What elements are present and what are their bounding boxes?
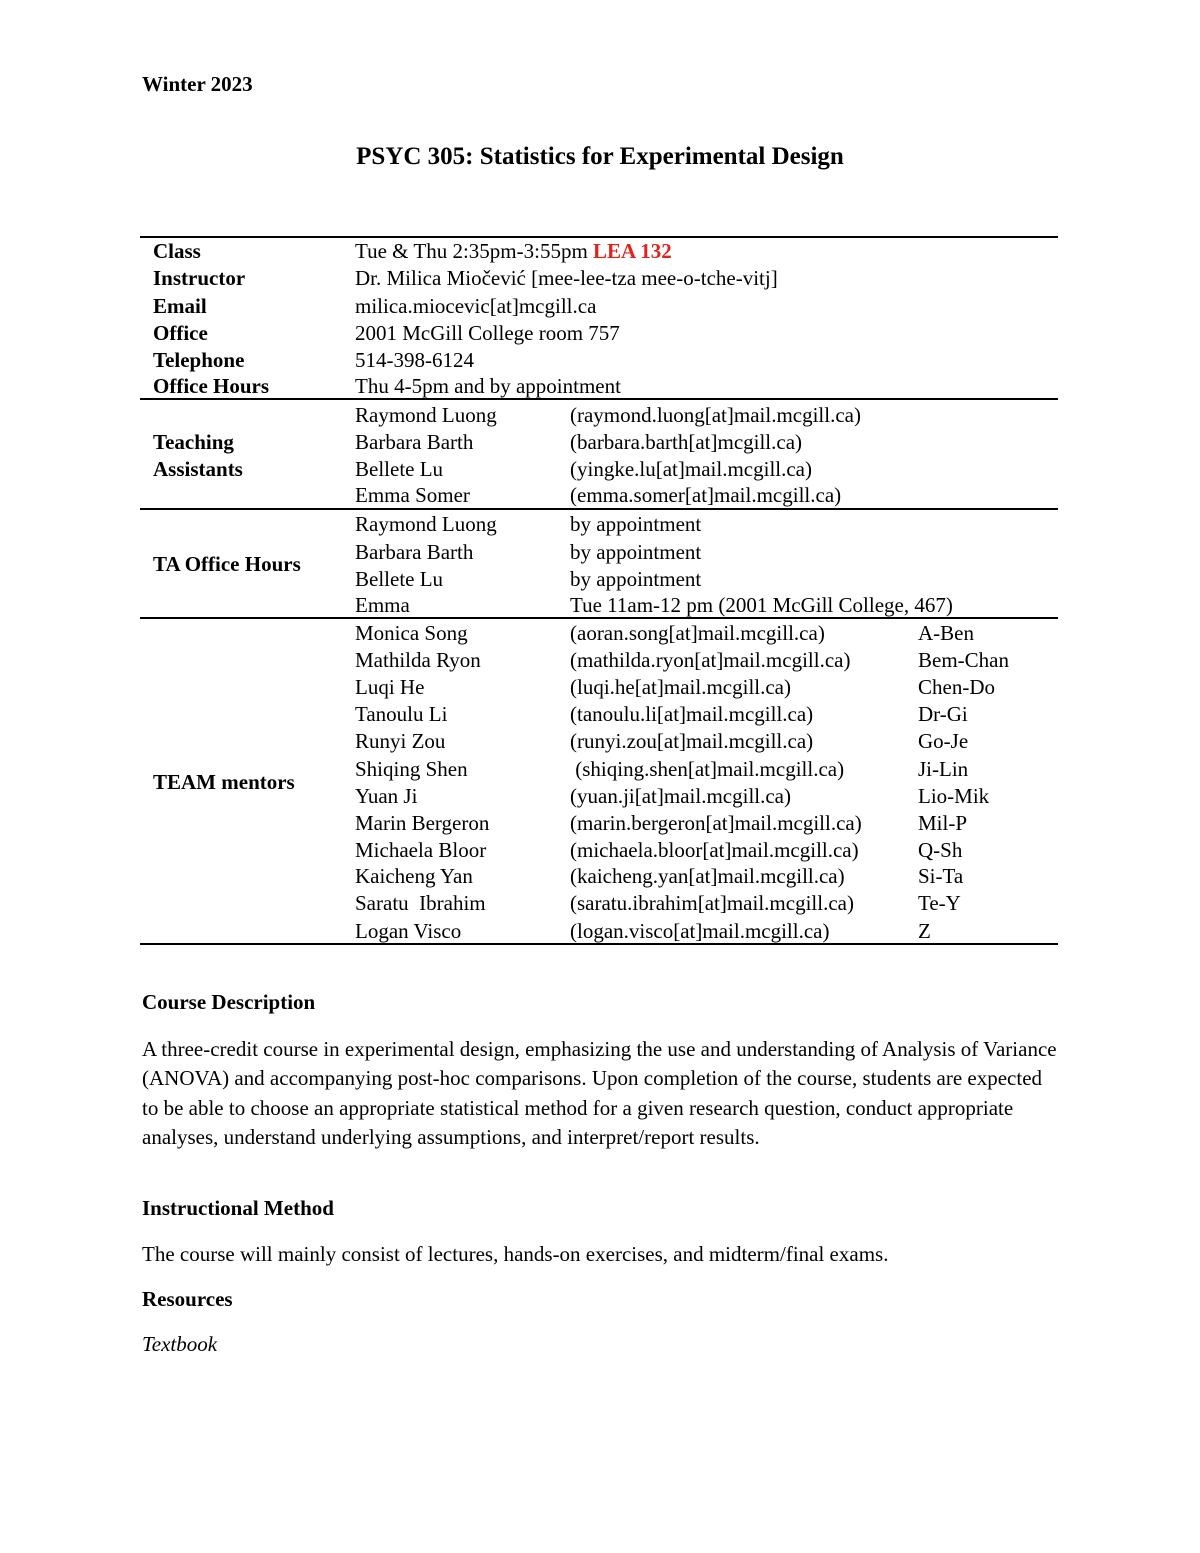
ta-hours-value: by appointment <box>570 567 702 591</box>
info-row-email <box>0 293 1200 320</box>
mentor-name: Runyi Zou <box>355 729 446 753</box>
ta-hours-value: by appointment <box>570 540 702 564</box>
ta-hours-name: Raymond Luong <box>355 512 497 536</box>
ta-row <box>0 429 1200 456</box>
class-label: Class <box>153 239 201 263</box>
mentor-range: A-Ben <box>918 621 974 645</box>
ta-hours-row <box>0 539 1200 566</box>
mentor-email: (runyi.zou[at]mail.mcgill.ca) <box>570 729 814 753</box>
mentor-name: Saratu Ibrahim <box>355 891 486 915</box>
course-description-text: A three-credit course in experimental design, emphasizing the use and understanding of Analysis of Variance (ANOVA) and accompanying post-hoc comparisons. Upon completion of the course, students are expected to be able to choose an appropriate statistical method for a given research question, conduct appropriate analyses, understand underlying assumptions, and interpret/report results. <box>142 1037 1057 1149</box>
mentor-name: Michaela Bloor <box>355 838 487 862</box>
office-label: Office <box>153 321 208 345</box>
mentor-row <box>0 728 1200 755</box>
mentor-name: Luqi He <box>355 675 425 699</box>
ta-email: (emma.somer[at]mail.mcgill.ca) <box>570 483 842 507</box>
ta-hours-value: by appointment <box>570 512 702 536</box>
mentor-name: Logan Visco <box>355 919 462 943</box>
ta-label-line1: Teaching <box>153 430 234 454</box>
instructor-label: Instructor <box>153 266 246 290</box>
mentor-row <box>0 837 1200 864</box>
team-mentors-label: TEAM mentors <box>153 770 295 794</box>
telephone-label: Telephone <box>153 348 245 372</box>
page-title: PSYC 305: Statistics for Experimental Design <box>356 143 844 170</box>
mentor-email: (marin.bergeron[at]mail.mcgill.ca) <box>570 811 862 835</box>
mentor-row <box>0 890 1200 917</box>
mentor-range: Bem-Chan <box>918 648 1009 672</box>
table-rule-mentors <box>140 617 1058 619</box>
ta-name: Barbara Barth <box>355 430 474 454</box>
table-bottom-rule <box>140 943 1058 945</box>
info-row-office-hours <box>0 373 1200 400</box>
mentor-row <box>0 918 1200 945</box>
mentor-row <box>0 701 1200 728</box>
mentor-row <box>0 620 1200 647</box>
mentor-name: Marin Bergeron <box>355 811 490 835</box>
table-rule-ta-hours <box>140 508 1058 510</box>
telephone-value: 514-398-6124 <box>355 348 474 372</box>
mentor-email: (aoran.song[at]mail.mcgill.ca) <box>570 621 825 645</box>
ta-label-line2: Assistants <box>153 457 243 481</box>
mentor-email: (saratu.ibrahim[at]mail.mcgill.ca) <box>570 891 854 915</box>
ta-name: Bellete Lu <box>355 457 444 481</box>
mentor-name: Yuan Ji <box>355 784 418 808</box>
resources-heading: Resources <box>142 1287 233 1311</box>
info-row-instructor <box>0 265 1200 292</box>
mentor-range: Z <box>918 919 931 943</box>
email-label: Email <box>153 294 207 318</box>
course-description-heading: Course Description <box>142 990 316 1014</box>
info-row-office <box>0 320 1200 347</box>
mentor-email: (logan.visco[at]mail.mcgill.ca) <box>570 919 830 943</box>
mentor-range: Ji-Lin <box>918 757 969 781</box>
mentor-range: Mil-P <box>918 811 968 835</box>
mentor-email: (yuan.ji[at]mail.mcgill.ca) <box>570 784 791 808</box>
office-value: 2001 McGill College room 757 <box>355 321 620 345</box>
instructional-method-heading: Instructional Method <box>142 1196 334 1220</box>
mentor-range: Si-Ta <box>918 864 964 888</box>
ta-row <box>0 456 1200 483</box>
mentor-name: Monica Song <box>355 621 468 645</box>
table-rule-ta <box>140 398 1058 400</box>
mentor-range: Chen-Do <box>918 675 995 699</box>
ta-hours-name: Emma <box>355 593 410 617</box>
mentor-row <box>0 863 1200 890</box>
instructor-value: Dr. Milica Miočević [mee-lee-tza mee-o-tche-vitj] <box>355 266 778 290</box>
mentor-row <box>0 783 1200 810</box>
mentor-row <box>0 810 1200 837</box>
ta-email: (yingke.lu[at]mail.mcgill.ca) <box>570 457 812 481</box>
office-hours-value: Thu 4-5pm and by appointment <box>355 374 621 398</box>
email-value: milica.miocevic[at]mcgill.ca <box>355 294 597 318</box>
ta-hours-name: Bellete Lu <box>355 567 444 591</box>
instructional-method-text: The course will mainly consist of lectures, hands-on exercises, and midterm/final exams. <box>142 1242 889 1266</box>
semester-label: Winter 2023 <box>142 72 253 96</box>
mentor-email: (luqi.he[at]mail.mcgill.ca) <box>570 675 791 699</box>
class-value: Tue & Thu 2:35pm-3:55pm LEA 132 <box>355 239 672 263</box>
ta-email: (raymond.luong[at]mail.mcgill.ca) <box>570 403 861 427</box>
ta-row <box>0 482 1200 509</box>
ta-name: Raymond Luong <box>355 403 497 427</box>
ta-hours-row <box>0 511 1200 538</box>
mentor-range: Dr-Gi <box>918 702 968 726</box>
mentor-email: (mathilda.ryon[at]mail.mcgill.ca) <box>570 648 851 672</box>
mentor-name: Shiqing Shen <box>355 757 468 781</box>
ta-hours-row <box>0 566 1200 593</box>
mentor-range: Go-Je <box>918 729 969 753</box>
mentor-row <box>0 756 1200 783</box>
mentor-email: (tanoulu.li[at]mail.mcgill.ca) <box>570 702 814 726</box>
mentor-range: Q-Sh <box>918 838 963 862</box>
textbook-label: Textbook <box>142 1332 218 1356</box>
mentor-range: Lio-Mik <box>918 784 990 808</box>
info-row-class <box>0 238 1200 265</box>
ta-name: Emma Somer <box>355 483 470 507</box>
ta-email: (barbara.barth[at]mcgill.ca) <box>570 430 803 454</box>
ta-hours-row <box>0 592 1200 619</box>
ta-hours-value: Tue 11am-12 pm (2001 McGill College, 467) <box>570 593 953 617</box>
ta-office-hours-label: TA Office Hours <box>153 552 301 576</box>
mentor-name: Kaicheng Yan <box>355 864 473 888</box>
mentor-email: (shiqing.shen[at]mail.mcgill.ca) <box>570 757 845 781</box>
mentor-range: Te-Y <box>918 891 961 915</box>
mentor-name: Tanoulu Li <box>355 702 448 726</box>
office-hours-label: Office Hours <box>153 374 270 398</box>
ta-hours-name: Barbara Barth <box>355 540 474 564</box>
mentor-row <box>0 647 1200 674</box>
mentor-email: (kaicheng.yan[at]mail.mcgill.ca) <box>570 864 845 888</box>
class-room: LEA 132 <box>593 239 672 263</box>
info-row-telephone <box>0 347 1200 374</box>
mentor-email: (michaela.bloor[at]mail.mcgill.ca) <box>570 838 859 862</box>
mentor-name: Mathilda Ryon <box>355 648 481 672</box>
mentor-row <box>0 674 1200 701</box>
ta-row <box>0 402 1200 429</box>
